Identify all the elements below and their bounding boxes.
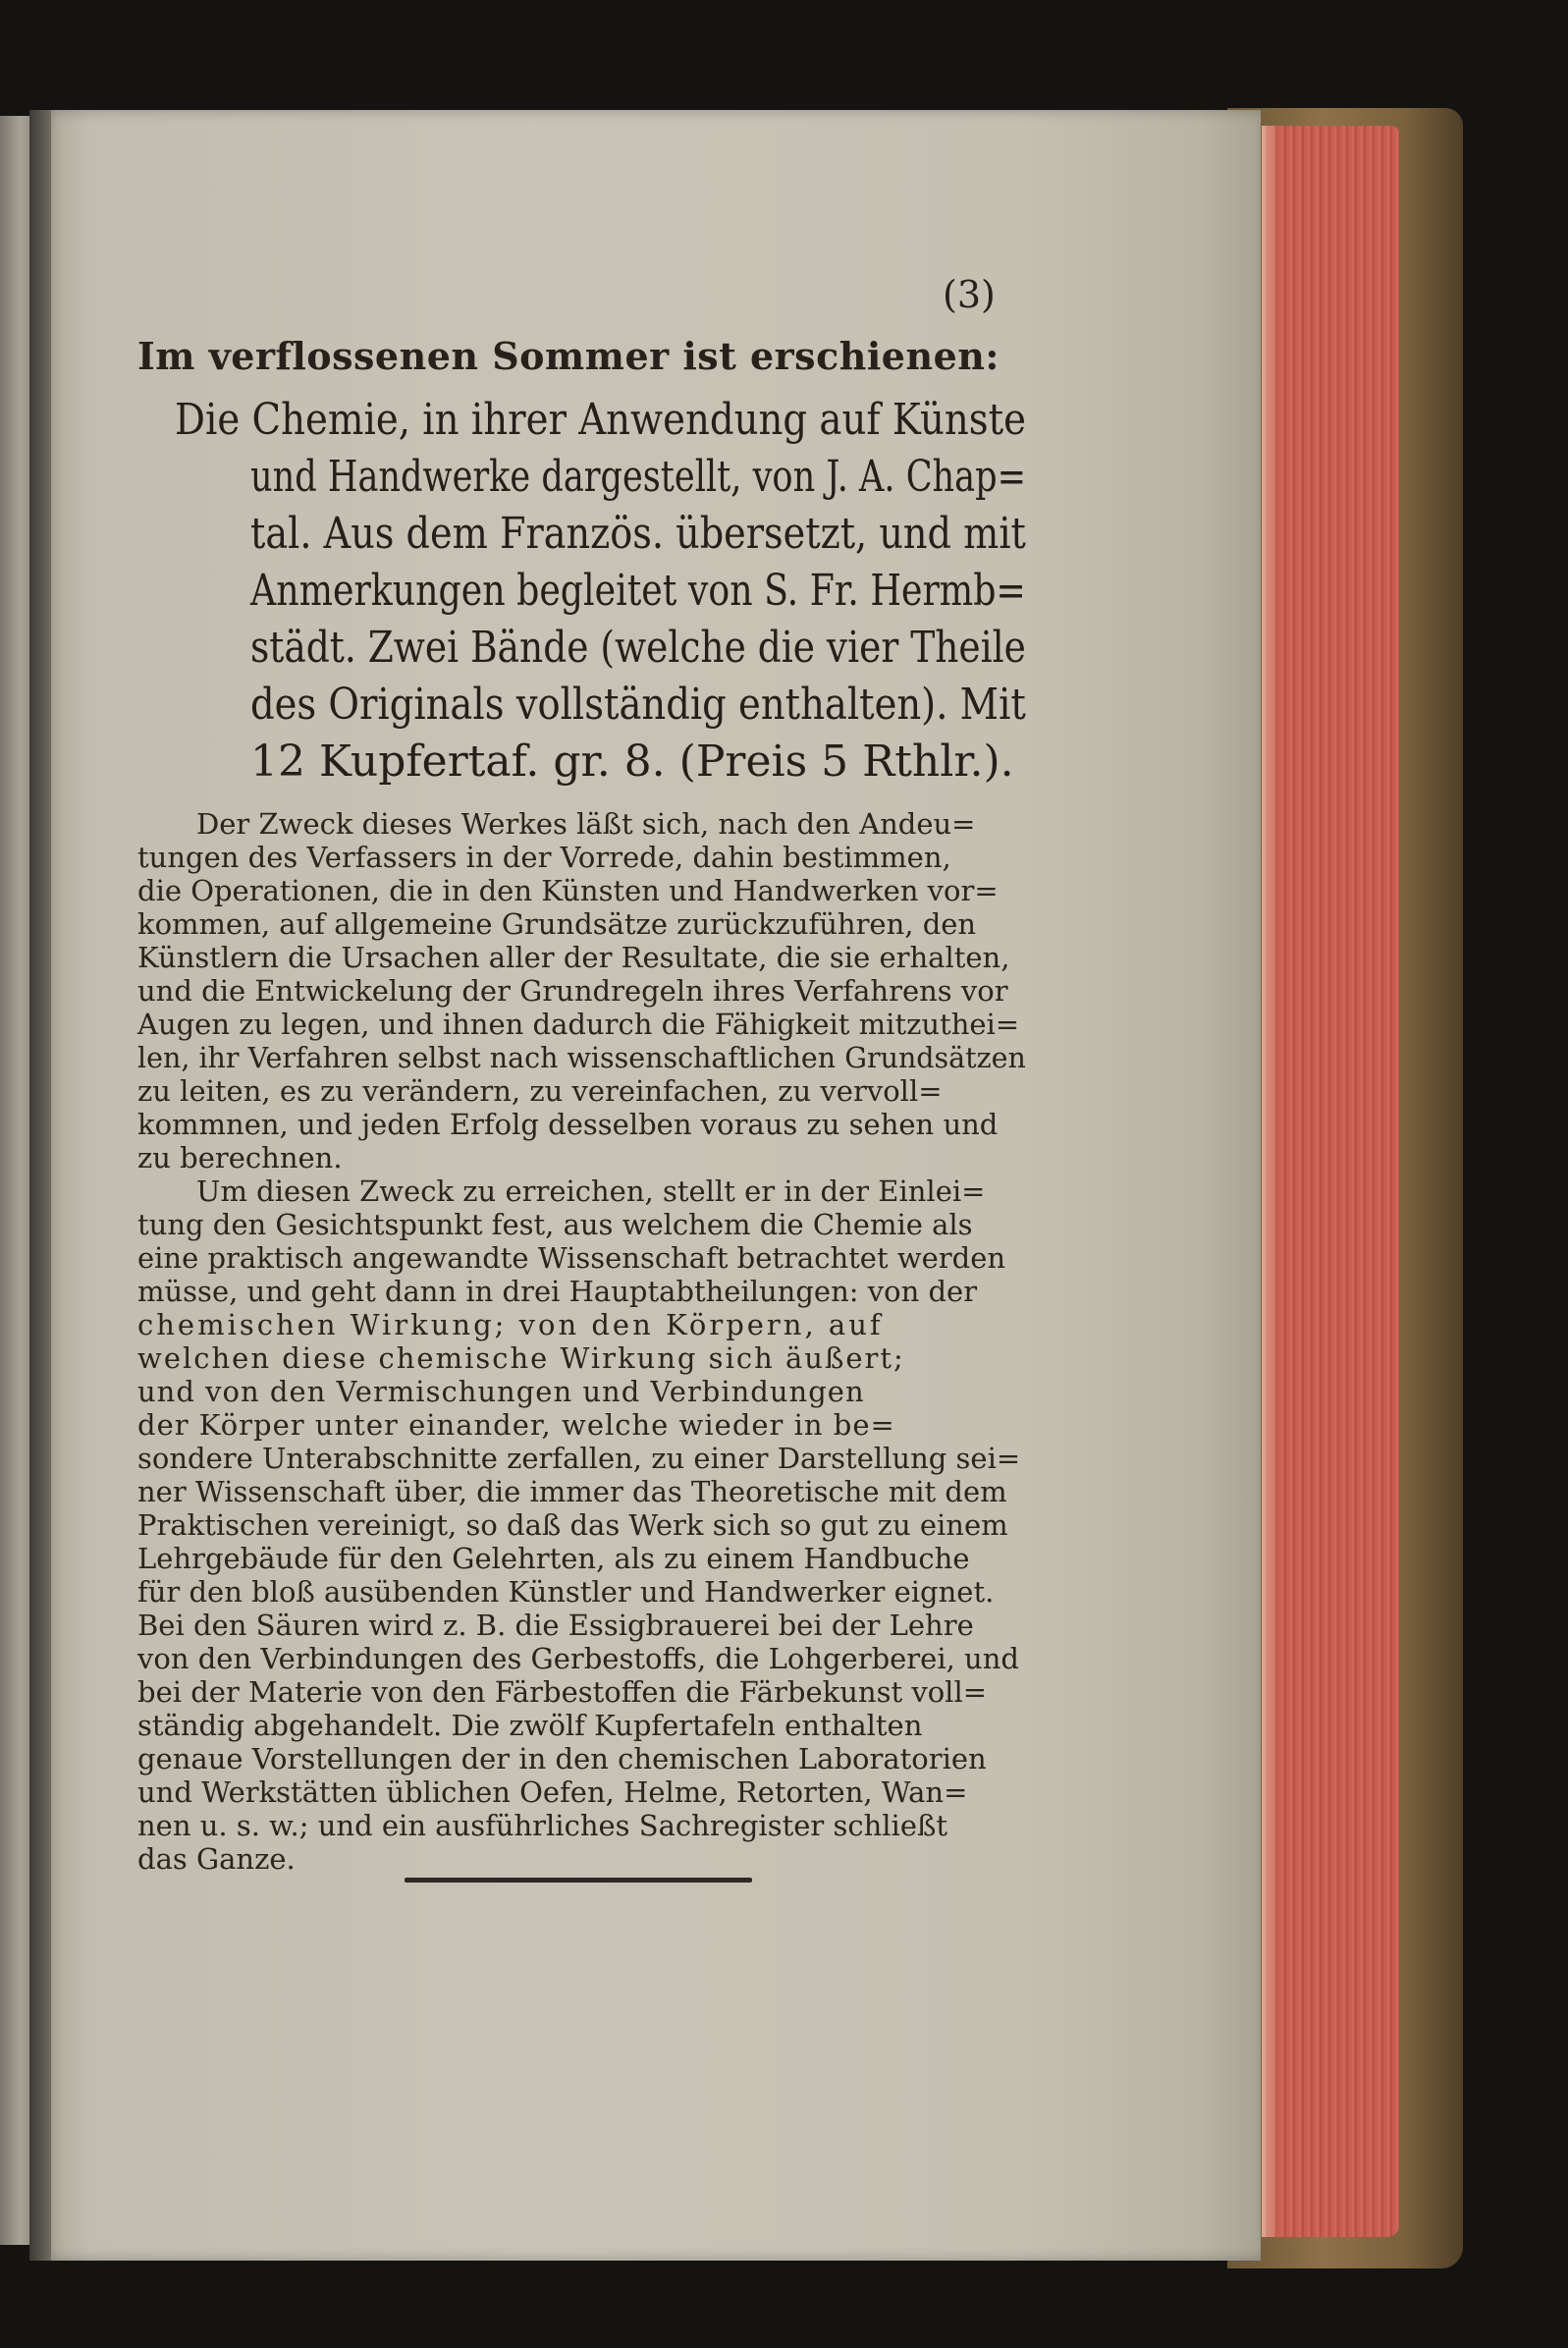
- closing-rule: [405, 1878, 752, 1883]
- body-line: Um diesen Zweck zu erreichen, stellt er in der Einlei=: [196, 1174, 986, 1208]
- body-line: und die Entwickelung der Grundregeln ihres Verfahrens vor: [137, 974, 1008, 1008]
- announcement-heading: Im verflossenen Sommer ist erschienen:: [137, 334, 1000, 378]
- body-line: chemischen Wirkung; von den Körpern, auf: [137, 1308, 884, 1341]
- body-line: tung den Gesichtspunkt fest, aus welchem die Chemie als: [137, 1208, 973, 1241]
- body-line: Bei den Säuren wird z. B. die Essigbrauerei bei der Lehre: [137, 1609, 974, 1642]
- body-line: bei der Materie von den Färbestoffen die Färbekunst voll=: [137, 1675, 988, 1709]
- body-line: die Operationen, die in den Künsten und Handwerken vor=: [137, 874, 999, 907]
- body-line: Augen zu legen, und ihnen dadurch die Fähigkeit mitzuthei=: [137, 1008, 1020, 1041]
- title-line: Anmerkungen begleitet von S. Fr. Hermb=: [250, 566, 1026, 616]
- body-line: ständig abgehandelt. Die zwölf Kupfertafeln enthalten: [137, 1709, 923, 1742]
- body-line: Lehrgebäude für den Gelehrten, als zu einem Handbuche: [137, 1542, 970, 1575]
- body-line: genaue Vorstellungen der in den chemischen Laboratorien: [137, 1742, 987, 1775]
- title-line: städt. Zwei Bände (welche die vier Theile: [250, 623, 1026, 673]
- body-line: kommen, auf allgemeine Grundsätze zurückzuführen, den: [137, 907, 977, 941]
- body-line: len, ihr Verfahren selbst nach wissenschaftlichen Grundsätzen: [137, 1041, 1026, 1074]
- body-line: kommnen, und jeden Erfolg desselben voraus zu sehen und: [137, 1108, 999, 1141]
- body-line: Künstlern die Ursachen aller der Resultate, die sie erhalten,: [137, 941, 1010, 974]
- page-gutter: [29, 110, 51, 2261]
- body-line: zu leiten, es zu verändern, zu vereinfachen, zu vervoll=: [137, 1074, 943, 1108]
- body-line: eine praktisch angewandte Wissenschaft betrachtet werden: [137, 1241, 1006, 1275]
- body-line: und von den Vermischungen und Verbindungen: [137, 1375, 865, 1408]
- body-line: müsse, und geht dann in drei Hauptabtheilungen: von der: [137, 1275, 978, 1308]
- body-line: nen u. s. w.; und ein ausführliches Sachregister schließt: [137, 1809, 948, 1842]
- body-line: von den Verbindungen des Gerbestoffs, die Lohgerberei, und: [137, 1642, 1019, 1675]
- body-line: tungen des Verfassers in der Vorrede, dahin bestimmen,: [137, 841, 951, 874]
- title-line: des Originals vollständig enthalten). Mit: [250, 680, 1026, 730]
- page-number: (3): [943, 273, 996, 316]
- body-line: und Werkstätten üblichen Oefen, Helme, Retorten, Wan=: [137, 1775, 968, 1809]
- body-line: Praktischen vereinigt, so daß das Werk sich so gut zu einem: [137, 1508, 1008, 1542]
- red-page-edges: [1262, 126, 1399, 2237]
- title-line: tal. Aus dem Französ. übersetzt, und mit: [250, 509, 1026, 559]
- title-line: 12 Kupfertaf. gr. 8. (Preis 5 Rthlr.).: [250, 737, 1014, 787]
- body-line: welchen diese chemische Wirkung sich äußert;: [137, 1341, 905, 1375]
- title-line: und Handwerke dargestellt, von J. A. Chap=: [250, 452, 1027, 502]
- body-line: zu berechnen.: [137, 1141, 343, 1174]
- body-line: das Ganze.: [137, 1842, 296, 1876]
- body-line: ner Wissenschaft über, die immer das Theoretische mit dem: [137, 1475, 1007, 1508]
- body-line: für den bloß ausübenden Künstler und Handwerker eignet.: [137, 1575, 995, 1609]
- body-line: Der Zweck dieses Werkes läßt sich, nach den Andeu=: [196, 807, 976, 841]
- body-line: sondere Unterabschnitte zerfallen, zu einer Darstellung sei=: [137, 1442, 1021, 1475]
- body-line: der Körper unter einander, welche wieder in be=: [137, 1408, 895, 1442]
- title-line: Die Chemie, in ihrer Anwendung auf Künste: [175, 395, 1026, 445]
